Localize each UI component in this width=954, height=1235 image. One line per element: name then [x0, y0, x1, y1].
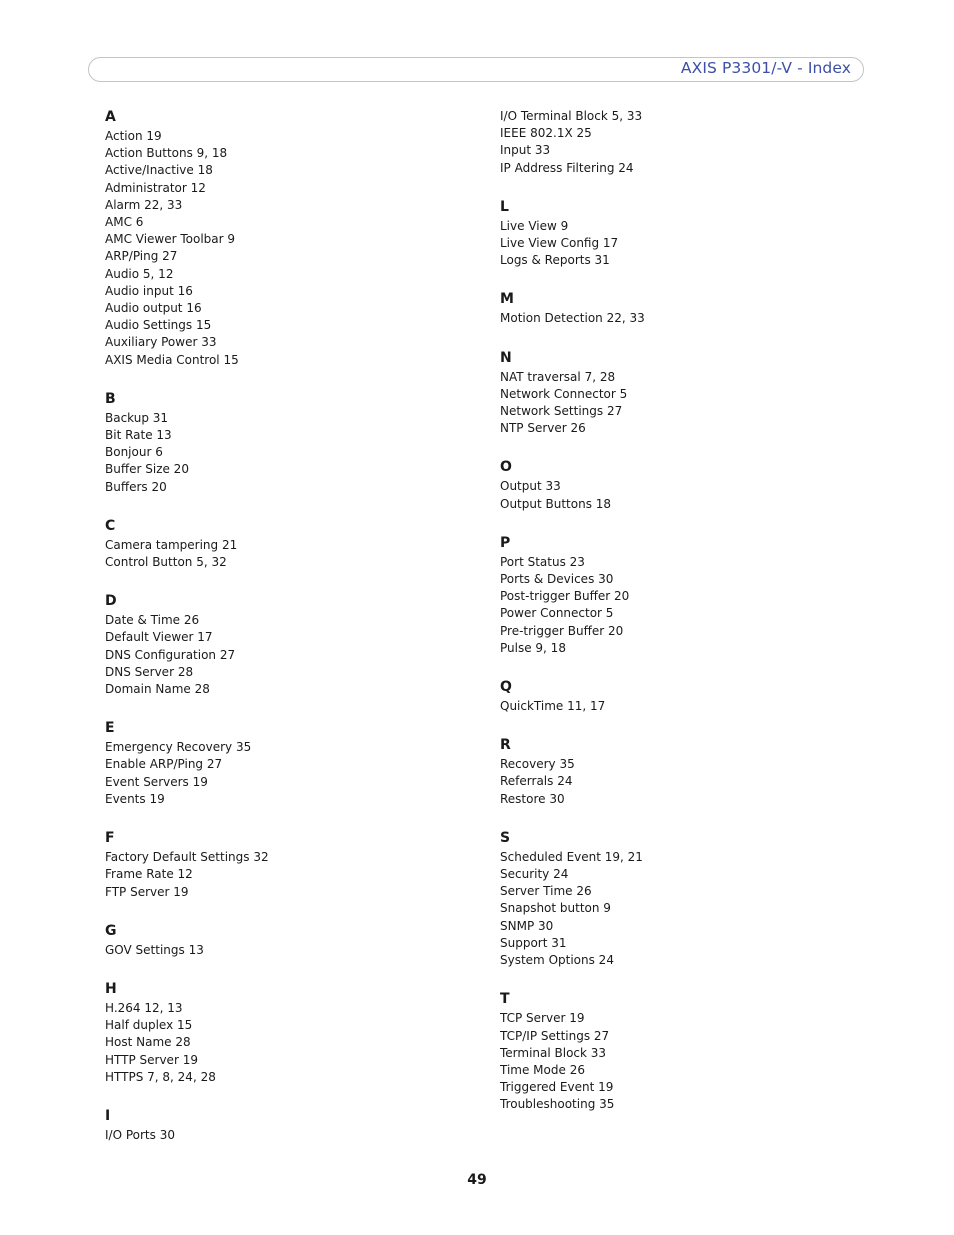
index-entry: GOV Settings 13 — [105, 942, 204, 957]
index-entry: ARP/Ping 27 — [105, 249, 178, 264]
index-entry: Audio Settings 15 — [105, 318, 212, 333]
index-entry: IEEE 802.1X 25 — [500, 126, 592, 141]
index-entry: I/O Ports 30 — [105, 1127, 175, 1142]
index-entry: I/O Terminal Block 5, 33 — [500, 109, 643, 123]
index-entry: Pre-trigger Buffer 20 — [500, 623, 624, 638]
index-section-r — [500, 736, 880, 808]
index-entry: Camera tampering 21 — [105, 537, 238, 552]
index-entry: Audio 5, 12 — [105, 266, 174, 281]
index-entry: Troubleshooting 35 — [500, 1097, 615, 1112]
index-section-o — [500, 458, 880, 512]
index-entry: Referrals 24 — [500, 774, 573, 789]
index-entry: Scheduled Event 19, 21 — [500, 849, 643, 864]
index-entry: System Options 24 — [500, 953, 614, 968]
index-letter-heading: T — [500, 991, 510, 1008]
index-entry: TCP/IP Settings 27 — [500, 1028, 610, 1043]
index-entry: Pulse 9, 18 — [500, 640, 566, 655]
index-entry: Input 33 — [500, 143, 551, 158]
index-section-g — [105, 922, 485, 959]
header-bar — [88, 57, 864, 82]
index-section-m — [500, 290, 880, 327]
index-entry: Support 31 — [500, 935, 567, 950]
index-letter-heading: D — [105, 593, 117, 610]
index-section-f — [105, 829, 485, 901]
index-letter-heading: N — [500, 349, 512, 366]
index-section-c — [105, 517, 485, 571]
index-letter-heading: A — [105, 109, 116, 125]
index-letter-heading: C — [105, 517, 116, 534]
index-entry: Security 24 — [500, 867, 569, 882]
index-entry: Output Buttons 18 — [500, 496, 612, 511]
index-entry: Alarm 22, 33 — [105, 197, 183, 212]
index-entry: Logs & Reports 31 — [500, 253, 610, 268]
index-entry: Bit Rate 13 — [105, 428, 172, 443]
index-section-d — [105, 592, 485, 698]
index-letter-heading: O — [500, 459, 512, 476]
index-section-n — [500, 349, 880, 438]
index-entry: AMC 6 — [105, 215, 144, 230]
index-entry: Live View Config 17 — [500, 236, 619, 251]
index-section-s — [500, 829, 880, 969]
index-section-i — [105, 1107, 485, 1144]
index-entry: Frame Rate 12 — [105, 867, 193, 882]
index-entry: Output 33 — [500, 479, 561, 494]
index-entry: Host Name 28 — [105, 1035, 191, 1050]
index-entry: SNMP 30 — [500, 918, 554, 933]
index-entry: Events 19 — [105, 791, 165, 806]
index-entry: Half duplex 15 — [105, 1018, 193, 1033]
index-entry: Emergency Recovery 35 — [105, 740, 252, 755]
index-entry: Restore 30 — [500, 791, 565, 806]
index-section-l — [500, 198, 880, 270]
index-letter-heading: E — [105, 720, 115, 737]
index-entry: Time Mode 26 — [500, 1062, 585, 1077]
index-entry: Bonjour 6 — [105, 445, 163, 460]
index-section-q — [500, 678, 880, 715]
index-entry: Motion Detection 22, 33 — [500, 311, 645, 326]
index-entry: Post-trigger Buffer 20 — [500, 589, 630, 604]
index-letter-heading: G — [105, 922, 117, 939]
index-letter-heading: M — [500, 291, 514, 308]
index-letter-heading: L — [500, 198, 509, 215]
index-entry: Audio output 16 — [105, 301, 202, 316]
index-letter-heading: F — [105, 830, 115, 847]
index-letter-heading: H — [105, 980, 117, 997]
index-entry: H.264 12, 13 — [105, 1000, 183, 1015]
index-entry: NAT traversal 7, 28 — [500, 369, 616, 384]
index-entry: Event Servers 19 — [105, 774, 208, 789]
index-entry: Terminal Block 33 — [500, 1045, 607, 1060]
index-entry: DNS Configuration 27 — [105, 647, 236, 662]
index-entry: Buffers 20 — [105, 479, 167, 494]
index-entry: Enable ARP/Ping 27 — [105, 757, 223, 772]
index-entry: Network Connector 5 — [500, 386, 628, 401]
index-section-h — [105, 980, 485, 1086]
document-title: AXIS P3301/-V - Index — [680, 59, 851, 77]
index-letter-heading: B — [105, 390, 116, 407]
index-entry: Power Connector 5 — [500, 606, 614, 621]
index-entry: Date & Time 26 — [105, 613, 200, 628]
index-entry: Live View 9 — [500, 218, 569, 233]
index-entry: Buffer Size 20 — [105, 462, 189, 477]
index-entry: Administrator 12 — [105, 180, 206, 195]
index-entry: Active/Inactive 18 — [105, 163, 213, 178]
index-letter-heading: R — [500, 737, 511, 754]
index-entry: DNS Server 28 — [105, 664, 194, 679]
index-entry: FTP Server 19 — [105, 884, 189, 899]
index-entry: Audio input 16 — [105, 283, 193, 298]
index-entry: Ports & Devices 30 — [500, 572, 614, 587]
index-right-column — [500, 108, 880, 1135]
index-entry: AXIS Media Control 15 — [105, 352, 239, 367]
index-section-continued — [500, 108, 880, 177]
index-entry: HTTPS 7, 8, 24, 28 — [105, 1069, 216, 1084]
index-entry: Auxiliary Power 33 — [105, 335, 217, 350]
index-left-column — [105, 108, 485, 1165]
index-entry: Server Time 26 — [500, 884, 592, 899]
index-section-t — [500, 990, 880, 1113]
index-entry: HTTP Server 19 — [105, 1052, 198, 1067]
index-entry: Control Button 5, 32 — [105, 555, 227, 570]
index-entry: Triggered Event 19 — [500, 1080, 614, 1095]
index-entry: QuickTime 11, 17 — [500, 699, 606, 714]
index-entry: Recovery 35 — [500, 757, 575, 772]
index-letter-heading: P — [500, 534, 511, 551]
index-entry: AMC Viewer Toolbar 9 — [105, 232, 236, 247]
index-letter-heading: S — [500, 829, 511, 846]
index-section-b — [105, 390, 485, 496]
index-entry: Action Buttons 9, 18 — [105, 146, 228, 161]
index-entry: Snapshot button 9 — [500, 901, 611, 916]
index-section-e — [105, 719, 485, 808]
index-section-p — [500, 534, 880, 657]
index-letter-heading: I — [105, 1107, 111, 1124]
index-entry: Action 19 — [105, 129, 162, 143]
index-entry: NTP Server 26 — [500, 421, 586, 436]
index-entry: TCP Server 19 — [500, 1011, 585, 1026]
index-entry: Domain Name 28 — [105, 682, 210, 697]
index-entry: Default Viewer 17 — [105, 630, 213, 645]
page-number: 49 — [467, 1172, 487, 1188]
index-entry: Backup 31 — [105, 410, 169, 425]
index-section-a — [105, 108, 485, 369]
index-entry: Network Settings 27 — [500, 404, 623, 419]
index-entry: Port Status 23 — [500, 554, 585, 569]
index-entry: IP Address Filtering 24 — [500, 160, 634, 175]
index-entry: Factory Default Settings 32 — [105, 850, 269, 865]
index-letter-heading: Q — [500, 679, 512, 696]
